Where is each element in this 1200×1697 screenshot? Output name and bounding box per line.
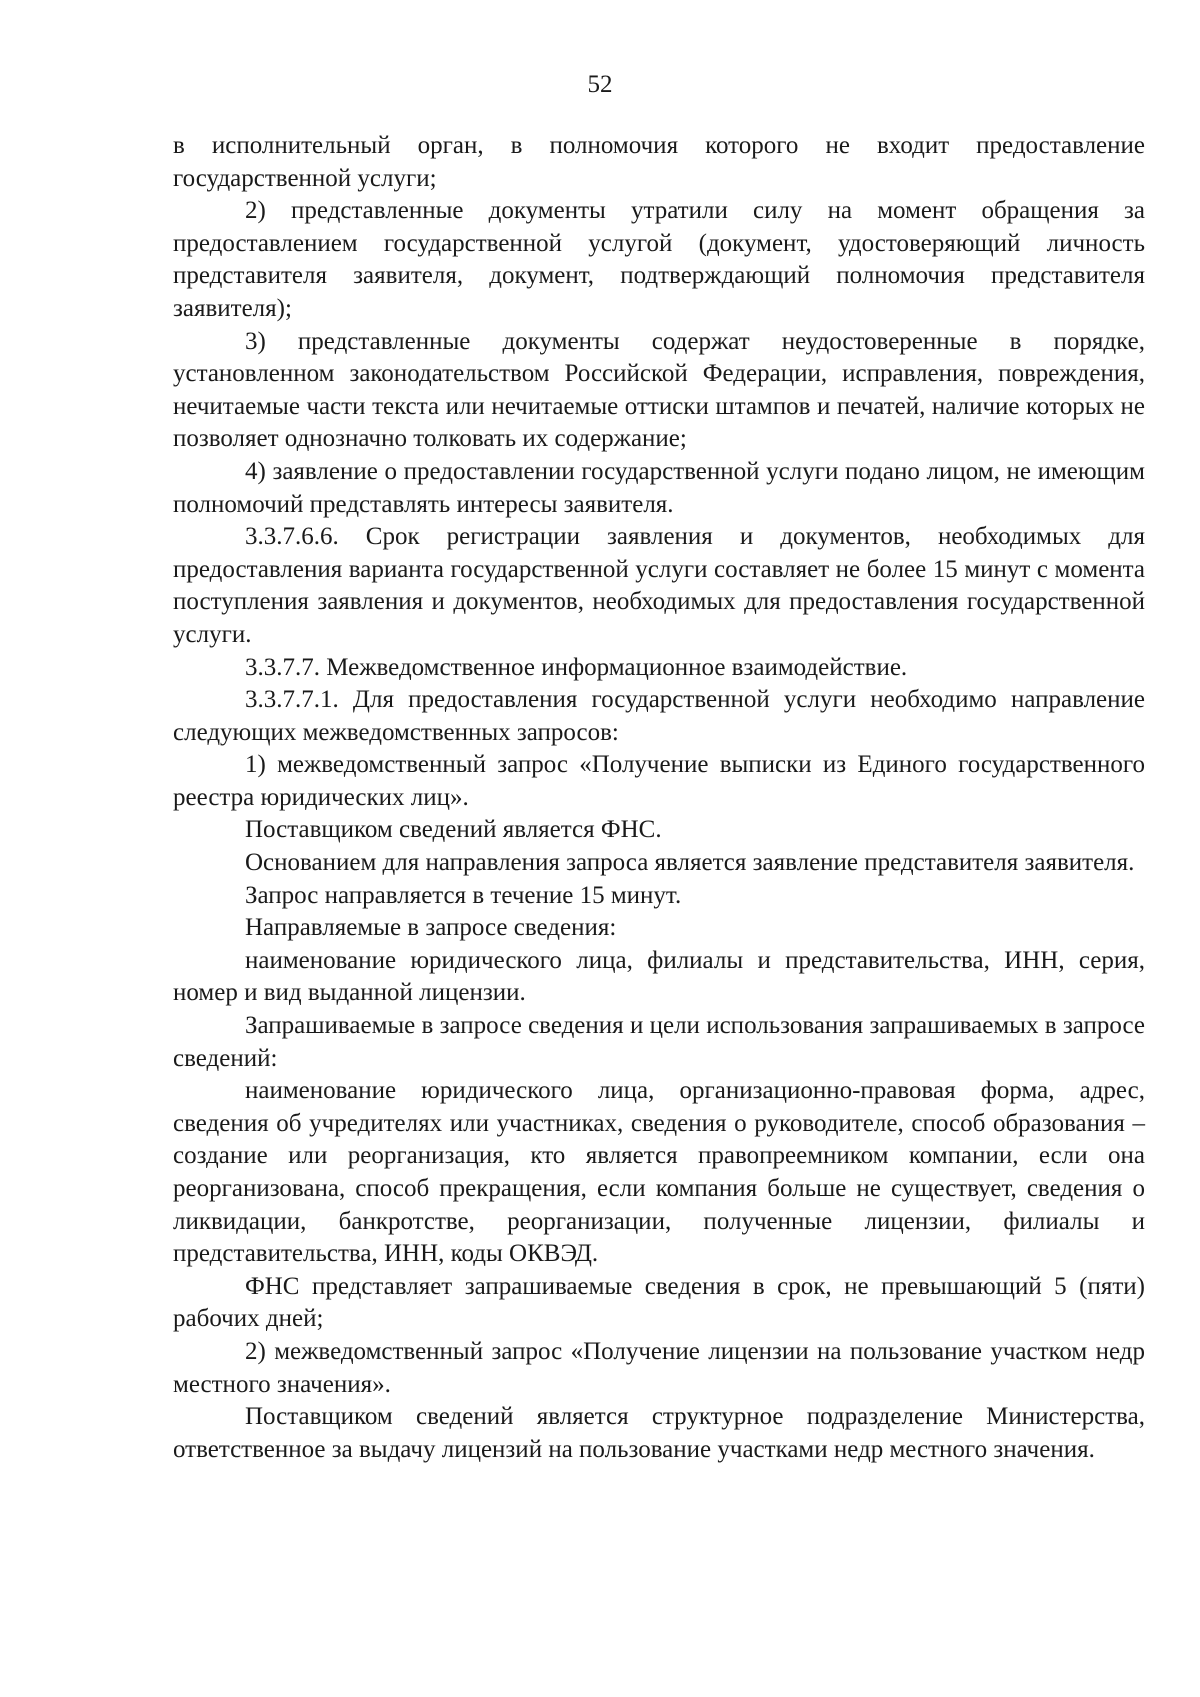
paragraph-provider-fns: Поставщиком сведений является ФНС. xyxy=(245,816,662,844)
section-heading-interagency: 3.3.7.7. Межведомственное информационное взаимодействие. xyxy=(245,653,908,681)
paragraph-item-2: 2) представленные документы утратили силу на момент обращения за предоставлением государственной услугой (документ, удостоверяющий личность представителя заявителя, документ, подтверждающий полномочия представителя заявителя); xyxy=(173,197,1145,322)
paragraph-registration-term: 3.3.7.6.6. Срок регистрации заявления и документов, необходимых для предоставления варианта государственной услуги составляет не более 15 минут с момента поступления заявления и документов, необходимых для предоставления государственной услуги. xyxy=(173,523,1145,648)
paragraph-provider-ministry: Поставщиком сведений является структурное подразделение Министерства, ответственное за выдачу лицензий на пользование участками недр местного значения. xyxy=(173,1403,1145,1463)
paragraph-request-basis: Основанием для направления запроса является заявление представителя заявителя. xyxy=(245,849,1135,877)
paragraph-interagency-requests: 3.3.7.7.1. Для предоставления государственной услуги необходимо направление следующих межведомственных запросов: xyxy=(173,686,1145,746)
paragraph-item-3: 3) представленные документы содержат неудостоверенные в порядке, установленном законодательством Российской Федерации, исправления, повреждения, нечитаемые части текста или нечитаемые оттиски штампов и печатей, наличие которых не позволяет однозначно толковать их содержание; xyxy=(173,327,1145,453)
paragraph-request-2: 2) межведомственный запрос «Получение лицензии на пользование участком недр местного значения». xyxy=(173,1337,1145,1398)
page-number: 52 xyxy=(587,71,613,98)
paragraph-item-4: 4) заявление о предоставлении государственной услуги подано лицом, не имеющим полномочий представлять интересы заявителя. xyxy=(173,457,1145,518)
paragraph-continuation: в исполнительный орган, в полномочия которого не входит предоставление государственной услуги; xyxy=(173,132,1145,192)
paragraph-fns-term: ФНС представляет запрашиваемые сведения в срок, не превышающий 5 (пяти) рабочих дней; xyxy=(173,1272,1145,1333)
paragraph-request-1: 1) межведомственный запрос «Получение выписки из Единого государственного реестра юридических лиц». xyxy=(173,751,1145,811)
paragraph-request-time: Запрос направляется в течение 15 минут. xyxy=(245,881,682,909)
paragraph-requested-data: наименование юридического лица, организационно-правовая форма, адрес, сведения об учредителях или участниках, сведения о руководителе, способ образования – создание или реорганизация, кто является правопреемником компании, если она реорганизована, способ прекращения, если компания больше не существует, сведения о ликвидации, банкротстве, реорганизации, полученные лицензии, филиалы и представительства, ИНН, коды ОКВЭД. xyxy=(173,1077,1145,1268)
paragraph-sent-data-heading: Направляемые в запросе сведения: xyxy=(245,914,617,942)
paragraph-requested-data-heading: Запрашиваемые в запросе сведения и цели использования запрашиваемых в запросе сведений: xyxy=(173,1012,1145,1072)
paragraph-sent-data: наименование юридического лица, филиалы и представительства, ИНН, серия, номер и вид выданной лицензии. xyxy=(173,946,1145,1007)
document-body xyxy=(173,130,1145,1466)
